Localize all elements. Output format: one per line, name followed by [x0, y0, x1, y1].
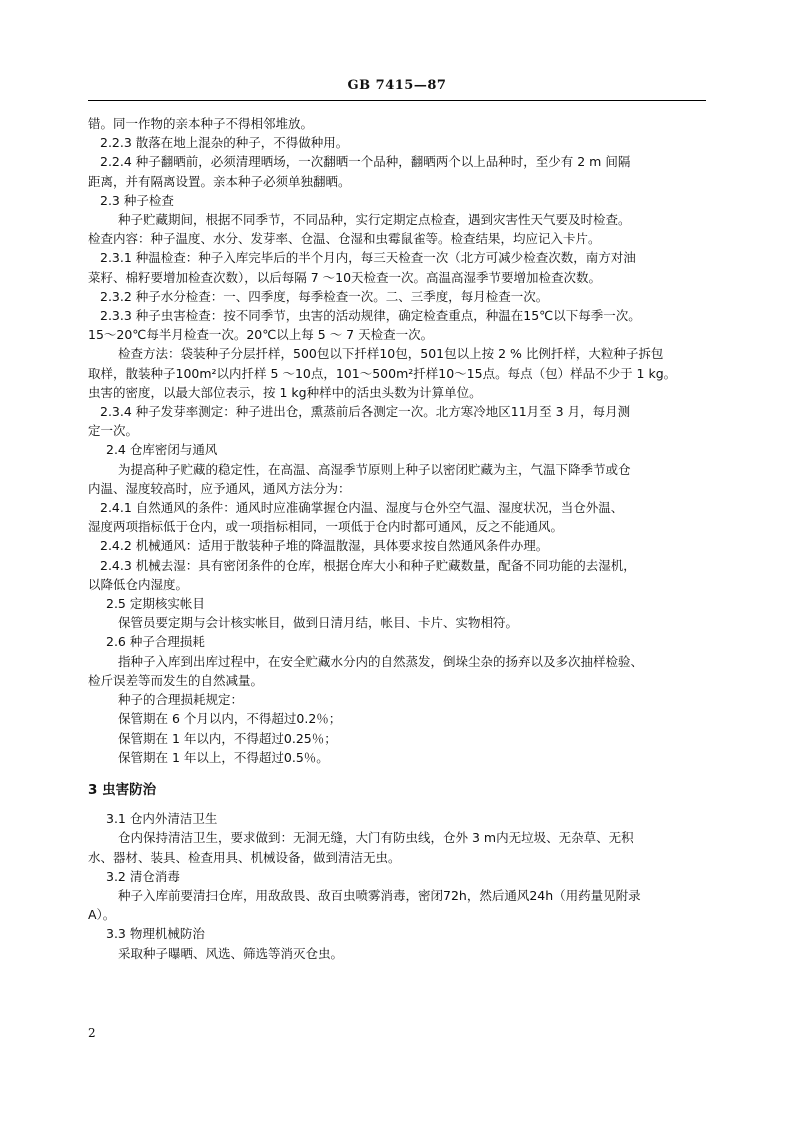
page-number: 2 — [88, 1026, 96, 1040]
text-line: 采取种子曝晒、风选、筛选等消灭仓虫。 — [118, 945, 344, 961]
text-line: 内温、湿度较高时，应予通风，通风方法分为： — [88, 480, 351, 496]
text-line: 2.3.2 种子水分检查：一、四季度，每季检查一次。二、三季度，每月检查一次。 — [100, 288, 549, 304]
text-line: 种子的合理损耗规定： — [118, 692, 244, 708]
text-line: 2.2.4 种子翻晒前，必须清理晒场，一次翻晒一个品种，翻晒两个以上品种时，至少有 2 m 间隔 — [100, 154, 631, 170]
text-line: 2.3.4 种子发芽率测定：种子进出仓，熏蒸前后各测定一次。北方寒冷地区11月至 3 月，每月测 — [100, 404, 631, 420]
text-line: 取样，散装种子100m²以内扦样 5 ～10点，101～500m²扦样10～15点。每点（包）样品不少于 1 kg。 — [88, 365, 677, 381]
standard-code-header: GB 7415—87 — [347, 78, 447, 93]
text-line: 15～20℃每半月检查一次。20℃以上每 5 ～ 7 天检查一次。 — [88, 327, 434, 343]
chapter-heading: 3 虫害防治 — [88, 781, 157, 798]
section-heading: 2.4 仓库密闭与通风 — [106, 442, 218, 458]
section-heading: 2.5 定期核实帐目 — [106, 596, 205, 612]
text-line: 检查内容：种子温度、水分、发芽率、仓温、仓湿和虫霉鼠雀等。检查结果，均应记入卡片。 — [88, 231, 601, 247]
text-line: 检斤误差等而发生的自然减量。 — [88, 672, 264, 688]
text-line: 为提高种子贮藏的稳定性，在高温、高湿季节原则上种子以密闭贮藏为主，气温下降季节或仓 — [118, 461, 631, 477]
text-line: 2.4.1 自然通风的条件：通风时应准确掌握仓内温、湿度与仓外空气温、湿度状况，当仓外温、 — [100, 500, 624, 516]
text-line: 保管期在 6 个月以内，不得超过0.2％； — [118, 711, 342, 727]
text-line: 种子入库前要清扫仓库，用敌敌畏、敌百虫喷雾消毒，密闭72h，然后通风24h（用药量见附录 — [118, 887, 641, 903]
text-line: 检查方法：袋装种子分层扦样，500包以下扦样10包，501包以上按 2 % 比例扦样，大粒种子拆包 — [118, 346, 664, 362]
section-heading: 3.3 物理机械防治 — [106, 926, 205, 942]
section-heading: 2.3 种子检查 — [100, 192, 174, 208]
section-heading: 3.2 清仓消毒 — [106, 868, 180, 884]
text-line: 保管员要定期与会计核实帐目，做到日清月结，帐目、卡片、实物相符。 — [118, 615, 519, 631]
text-line: 湿度两项指标低于仓内，或一项指标相同，一项低于仓内时都可通风，反之不能通风。 — [88, 519, 564, 535]
text-line: 保管期在 1 年以内，不得超过0.25％； — [118, 730, 337, 746]
text-line: 距离，并有隔离设置。亲本种子必须单独翻晒。 — [88, 173, 351, 189]
text-line: 2.2.3 散落在地上混杂的种子，不得做种用。 — [100, 135, 349, 151]
text-line: 2.3.1 种温检查：种子入库完毕后的半个月内，每三天检查一次（北方可减少检查次数，南方对油 — [100, 250, 636, 266]
section-heading: 2.6 种子合理损耗 — [106, 634, 205, 650]
document-body — [88, 114, 706, 963]
text-line: 保管期在 1 年以上，不得超过0.5％。 — [118, 749, 329, 765]
text-line: 2.3.3 种子虫害检查：按不同季节，虫害的活动规律，确定检查重点，种温在15℃以下每季一次。 — [100, 308, 641, 324]
text-line: 种子贮藏期间，根据不同季节，不同品种，实行定期定点检查，遇到灾害性天气要及时检查。 — [118, 212, 631, 228]
text-line: 2.4.3 机械去湿：具有密闭条件的仓库，根据仓库大小和种子贮藏数量，配备不同功能的去湿机， — [100, 557, 636, 573]
text-line: 定一次。 — [88, 423, 139, 439]
header-rule — [88, 100, 706, 101]
section-heading: 3.1 仓内外清洁卫生 — [106, 811, 218, 827]
text-line: 指种子入库到出库过程中，在安全贮藏水分内的自然蒸发，倒垛尘杂的扬弃以及多次抽样检验、 — [118, 653, 644, 669]
text-line: 虫害的密度，以最大部位表示，按 1 kg种样中的活虫头数为计算单位。 — [88, 384, 482, 400]
text-line: 以降低仓内湿度。 — [88, 576, 189, 592]
text-line: A）。 — [88, 907, 116, 923]
text-line: 错。同一作物的亲本种子不得相邻堆放。 — [88, 116, 314, 131]
text-line: 仓内保持清洁卫生，要求做到：无洞无缝，大门有防虫线，仓外 3 m内无垃圾、无杂草、无积 — [118, 830, 634, 846]
text-line: 菜籽、棉籽要增加检查次数），以后每隔 7 ～10天检查一次。高温高湿季节要增加检查次数。 — [88, 269, 602, 285]
text-line: 2.4.2 机械通风：适用于散装种子堆的降温散湿，具体要求按自然通风条件办理。 — [100, 538, 549, 554]
text-line: 水、器材、装具、检查用具、机械设备，做到清洁无虫。 — [88, 849, 401, 865]
